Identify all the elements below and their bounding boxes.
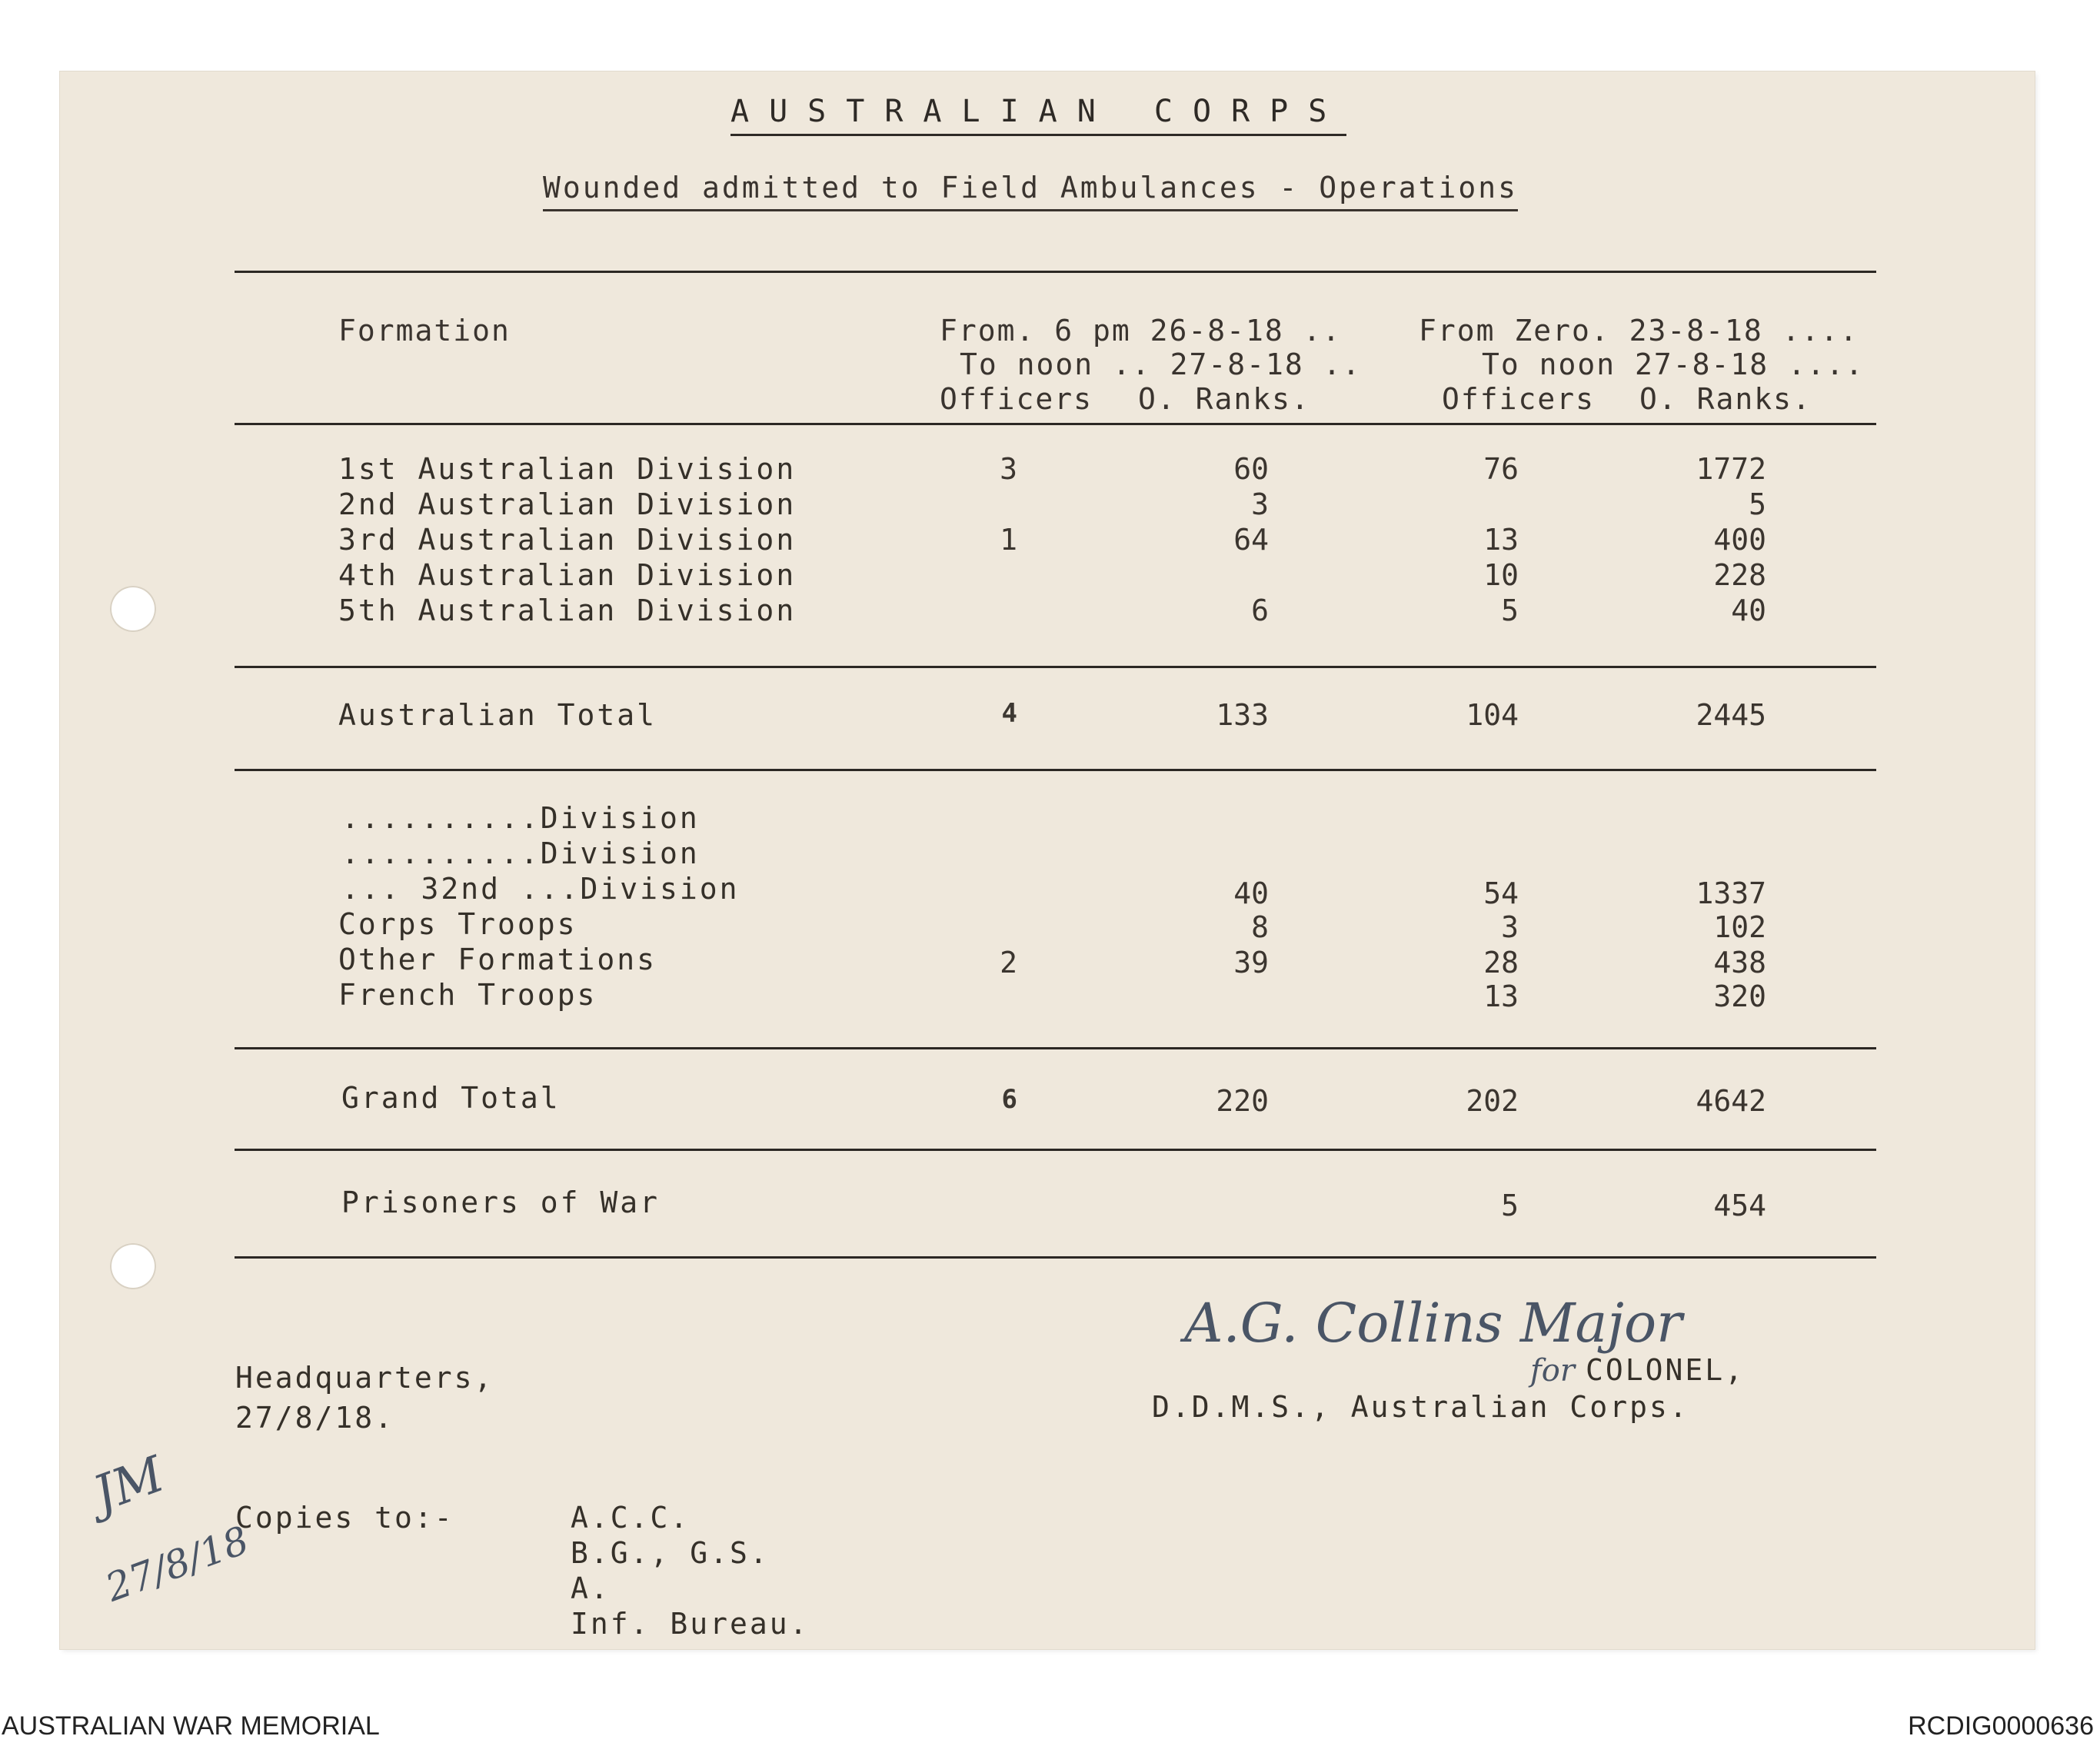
row-p2-officers: 5: [1501, 594, 1519, 627]
row-p2-officers: 13: [1483, 979, 1519, 1013]
row-p1-ranks: 60: [1233, 452, 1269, 486]
table-rule: [235, 1256, 1876, 1259]
document-subtitle: Wounded admitted to Field Ambulances - Operations: [543, 171, 1518, 211]
row-formation: French Troops: [338, 978, 597, 1012]
row-formation: 2nd Australian Division: [338, 487, 797, 521]
row-p2-officers: 10: [1483, 558, 1519, 592]
copies-recipient: A.: [571, 1571, 611, 1605]
row-p2-officers: 76: [1483, 452, 1519, 486]
row-p1-ranks: 40: [1233, 876, 1269, 910]
total-p1-officers: 4: [1001, 698, 1017, 729]
row-p1-officers: 1: [1000, 523, 1017, 557]
punch-hole: [110, 586, 156, 632]
header-period1-from: From. 6 pm 26-8-18 ..: [940, 314, 1342, 348]
prisoners-p2-officers: 5: [1501, 1189, 1519, 1222]
footer-reference-id: RCDIG0000636: [1908, 1711, 2094, 1741]
prisoners-p2-ranks: 454: [1713, 1189, 1766, 1222]
table-rule: [235, 423, 1876, 425]
table-rule: [235, 271, 1876, 273]
copies-recipient: Inf. Bureau.: [571, 1607, 810, 1641]
row-p1-ranks: 39: [1233, 946, 1269, 979]
row-p2-ranks: 228: [1713, 558, 1766, 592]
row-p1-ranks: 64: [1233, 523, 1269, 557]
handwritten-signature: A.G. Collins Major: [1184, 1292, 1682, 1355]
header-period2-from: From Zero. 23-8-18 ....: [1419, 314, 1859, 348]
signature-for: for: [1530, 1353, 1576, 1388]
row-p1-ranks: 3: [1251, 487, 1269, 521]
row-p2-ranks: 40: [1731, 594, 1766, 627]
row-p2-ranks: 1337: [1696, 876, 1766, 910]
footer-institution: AUSTRALIAN WAR MEMORIAL: [2, 1711, 380, 1741]
document-title: AUSTRALIAN CORPS: [731, 94, 1346, 136]
header-formation: Formation: [338, 314, 511, 348]
location-place: Headquarters,: [235, 1361, 494, 1395]
grand-total-p2-officers: 202: [1466, 1084, 1519, 1118]
grand-total-p1-ranks: 220: [1216, 1084, 1269, 1118]
header-p2-ranks: O. Ranks.: [1639, 382, 1812, 416]
row-p1-ranks: 6: [1251, 594, 1269, 627]
row-formation: Other Formations: [338, 943, 657, 976]
total-p2-ranks: 2445: [1696, 698, 1766, 732]
copies-recipient: B.G., G.S.: [571, 1536, 770, 1570]
header-p1-officers: Officers: [940, 382, 1093, 416]
annotation-initials: JM: [86, 1445, 171, 1524]
row-p2-ranks: 320: [1713, 979, 1766, 1013]
row-p2-ranks: 438: [1713, 946, 1766, 979]
row-formation: 4th Australian Division: [338, 558, 797, 592]
row-p2-officers: 3: [1501, 910, 1519, 944]
row-p2-ranks: 5: [1749, 487, 1766, 521]
table-rule: [235, 666, 1876, 668]
row-p2-officers: 28: [1483, 946, 1519, 979]
total-label: Australian Total: [338, 698, 657, 732]
row-p1-ranks: 8: [1251, 910, 1269, 944]
row-formation: 1st Australian Division: [338, 452, 797, 486]
row-formation: Corps Troops: [338, 907, 577, 941]
copies-recipient: A.C.C.: [571, 1501, 691, 1535]
row-formation: 3rd Australian Division: [338, 523, 797, 557]
row-p1-officers: 3: [1000, 452, 1017, 486]
row-p1-officers: 2: [1000, 946, 1017, 979]
table-rule: [235, 769, 1876, 771]
copies-label: Copies to:-: [235, 1501, 454, 1535]
table-rule: [235, 1047, 1876, 1049]
row-p2-officers: 54: [1483, 876, 1519, 910]
grand-total-label: Grand Total: [341, 1081, 561, 1115]
row-formation: 5th Australian Division: [338, 594, 797, 627]
row-formation: ..........Division: [341, 836, 700, 870]
grand-total-p1-officers: 6: [1001, 1084, 1017, 1115]
row-formation: ..........Division: [341, 801, 700, 835]
header-p1-ranks: O. Ranks.: [1138, 382, 1310, 416]
punch-hole: [110, 1243, 156, 1289]
row-formation: ... 32nd ...Division: [341, 872, 740, 906]
row-p2-officers: 13: [1483, 523, 1519, 557]
row-p2-ranks: 1772: [1696, 452, 1766, 486]
prisoners-label: Prisoners of War: [341, 1186, 661, 1219]
annotation-date: 27/8/18: [100, 1518, 255, 1611]
row-p2-ranks: 102: [1713, 910, 1766, 944]
location-date: 27/8/18.: [235, 1401, 395, 1435]
row-p2-ranks: 400: [1713, 523, 1766, 557]
total-p2-officers: 104: [1466, 698, 1519, 732]
total-p1-ranks: 133: [1216, 698, 1269, 732]
signature-rank: COLONEL,: [1586, 1353, 1746, 1387]
header-period2-to: To noon 27-8-18 ....: [1482, 348, 1865, 381]
header-period1-to: To noon .. 27-8-18 ..: [960, 348, 1362, 381]
header-p2-officers: Officers: [1442, 382, 1596, 416]
signature-title: D.D.M.S., Australian Corps.: [1152, 1390, 1689, 1424]
grand-total-p2-ranks: 4642: [1696, 1084, 1766, 1118]
table-rule: [235, 1149, 1876, 1151]
